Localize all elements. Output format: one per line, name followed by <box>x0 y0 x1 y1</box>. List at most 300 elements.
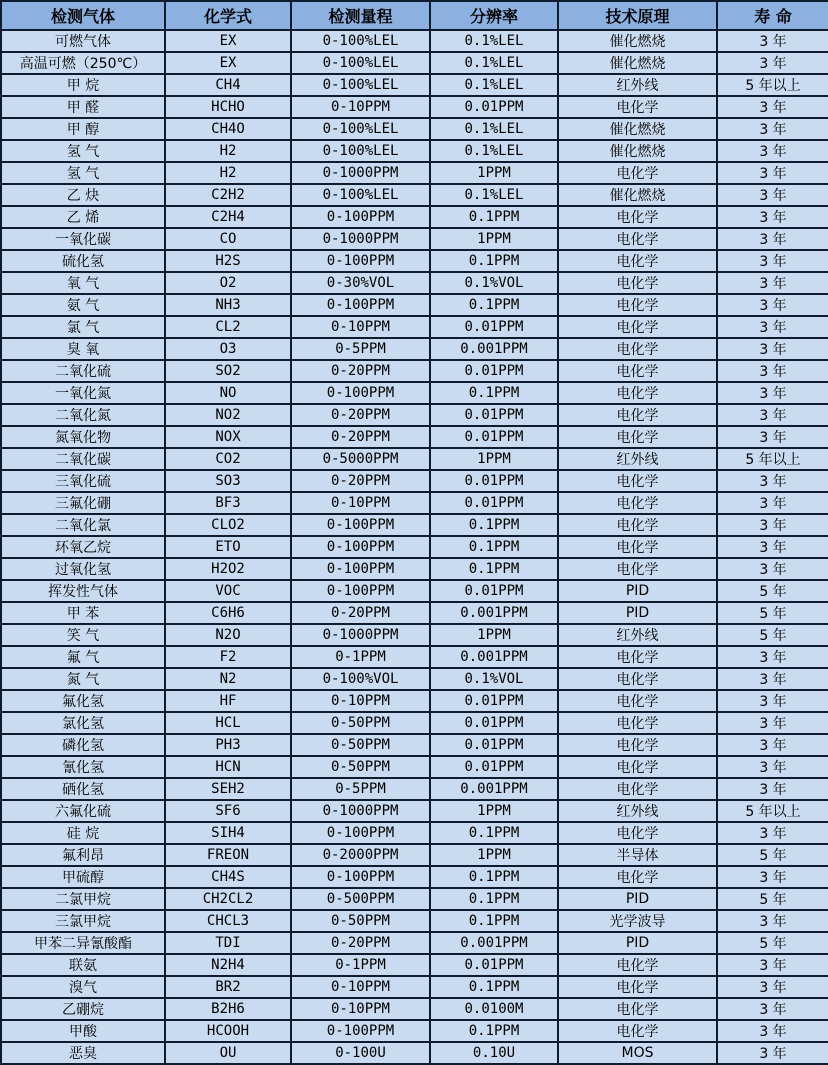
cell-gas-name: 氟利昂 <box>1 844 165 866</box>
cell-resolution: 0.001PPM <box>430 646 558 668</box>
cell-chemical-formula: C2H4 <box>165 206 291 228</box>
cell-resolution: 1PPM <box>430 228 558 250</box>
table-row <box>1 954 828 976</box>
cell-chemical-formula: CO2 <box>165 448 291 470</box>
cell-resolution: 1PPM <box>430 624 558 646</box>
table-row <box>1 690 828 712</box>
cell-detection-range: 0-100PPM <box>291 822 430 844</box>
cell-chemical-formula: NO2 <box>165 404 291 426</box>
cell-gas-name: 氧 气 <box>1 272 165 294</box>
cell-detection-range: 0-1000PPM <box>291 162 430 184</box>
cell-resolution: 0.1%VOL <box>430 272 558 294</box>
cell-detection-range: 0-100PPM <box>291 866 430 888</box>
cell-technical-principle: 电化学 <box>558 162 717 184</box>
cell-lifespan: 3 年 <box>717 976 828 998</box>
cell-technical-principle: 电化学 <box>558 778 717 800</box>
cell-resolution: 0.01PPM <box>430 316 558 338</box>
cell-lifespan: 3 年 <box>717 96 828 118</box>
cell-gas-name: 可燃气体 <box>1 30 165 52</box>
cell-resolution: 0.01PPM <box>430 690 558 712</box>
table-row <box>1 976 828 998</box>
cell-gas-name: 硅 烷 <box>1 822 165 844</box>
table-row <box>1 272 828 294</box>
cell-gas-name: 氟 气 <box>1 646 165 668</box>
cell-chemical-formula: H2O2 <box>165 558 291 580</box>
cell-chemical-formula: N2O <box>165 624 291 646</box>
cell-detection-range: 0-30%VOL <box>291 272 430 294</box>
table-row <box>1 118 828 140</box>
cell-chemical-formula: VOC <box>165 580 291 602</box>
cell-technical-principle: 电化学 <box>558 382 717 404</box>
cell-lifespan: 3 年 <box>717 998 828 1020</box>
cell-detection-range: 0-100PPM <box>291 558 430 580</box>
cell-lifespan: 5 年以上 <box>717 800 828 822</box>
cell-lifespan: 5 年以上 <box>717 74 828 96</box>
gas-table-body <box>1 30 828 1064</box>
cell-chemical-formula: EX <box>165 52 291 74</box>
cell-lifespan: 3 年 <box>717 316 828 338</box>
table-row <box>1 184 828 206</box>
column-header-gas-name: 检测气体 <box>1 1 165 30</box>
cell-lifespan: 5 年 <box>717 888 828 910</box>
cell-chemical-formula: CH4 <box>165 74 291 96</box>
cell-resolution: 0.1PPM <box>430 558 558 580</box>
cell-lifespan: 3 年 <box>717 866 828 888</box>
cell-technical-principle: 电化学 <box>558 756 717 778</box>
cell-chemical-formula: SO2 <box>165 360 291 382</box>
cell-gas-name: 氰化氢 <box>1 756 165 778</box>
cell-gas-name: 一氧化氮 <box>1 382 165 404</box>
cell-technical-principle: 电化学 <box>558 404 717 426</box>
cell-chemical-formula: CH2CL2 <box>165 888 291 910</box>
cell-gas-name: 恶臭 <box>1 1042 165 1064</box>
cell-chemical-formula: N2 <box>165 668 291 690</box>
cell-resolution: 1PPM <box>430 844 558 866</box>
cell-lifespan: 3 年 <box>717 338 828 360</box>
table-row <box>1 580 828 602</box>
cell-lifespan: 3 年 <box>717 382 828 404</box>
cell-technical-principle: MOS <box>558 1042 717 1064</box>
cell-technical-principle: 电化学 <box>558 954 717 976</box>
cell-resolution: 0.1PPM <box>430 206 558 228</box>
cell-detection-range: 0-10PPM <box>291 96 430 118</box>
cell-detection-range: 0-100U <box>291 1042 430 1064</box>
table-row <box>1 712 828 734</box>
cell-resolution: 0.1PPM <box>430 536 558 558</box>
cell-chemical-formula: HCOOH <box>165 1020 291 1042</box>
cell-chemical-formula: SIH4 <box>165 822 291 844</box>
cell-chemical-formula: ETO <box>165 536 291 558</box>
table-row <box>1 1020 828 1042</box>
cell-gas-name: 甲酸 <box>1 1020 165 1042</box>
cell-chemical-formula: OU <box>165 1042 291 1064</box>
cell-resolution: 0.01PPM <box>430 470 558 492</box>
cell-chemical-formula: HF <box>165 690 291 712</box>
cell-detection-range: 0-20PPM <box>291 602 430 624</box>
cell-technical-principle: 电化学 <box>558 734 717 756</box>
cell-gas-name: 甲 苯 <box>1 602 165 624</box>
cell-detection-range: 0-50PPM <box>291 756 430 778</box>
cell-resolution: 0.01PPM <box>430 734 558 756</box>
cell-gas-name: 一氧化碳 <box>1 228 165 250</box>
cell-gas-name: 联氨 <box>1 954 165 976</box>
cell-chemical-formula: SF6 <box>165 800 291 822</box>
cell-detection-range: 0-100PPM <box>291 294 430 316</box>
cell-resolution: 0.01PPM <box>430 404 558 426</box>
table-row <box>1 250 828 272</box>
cell-lifespan: 3 年 <box>717 272 828 294</box>
cell-technical-principle: 电化学 <box>558 360 717 382</box>
table-row <box>1 1042 828 1064</box>
table-row <box>1 294 828 316</box>
cell-resolution: 0.01PPM <box>430 580 558 602</box>
cell-resolution: 0.001PPM <box>430 778 558 800</box>
cell-resolution: 0.1%LEL <box>430 30 558 52</box>
cell-detection-range: 0-100PPM <box>291 206 430 228</box>
cell-gas-name: 乙 炔 <box>1 184 165 206</box>
cell-resolution: 0.001PPM <box>430 338 558 360</box>
cell-gas-name: 二氧化碳 <box>1 448 165 470</box>
cell-detection-range: 0-20PPM <box>291 470 430 492</box>
table-row <box>1 404 828 426</box>
cell-technical-principle: PID <box>558 888 717 910</box>
cell-gas-name: 六氟化硫 <box>1 800 165 822</box>
cell-chemical-formula: BR2 <box>165 976 291 998</box>
cell-detection-range: 0-5000PPM <box>291 448 430 470</box>
cell-lifespan: 5 年 <box>717 844 828 866</box>
cell-detection-range: 0-1000PPM <box>291 624 430 646</box>
table-row <box>1 536 828 558</box>
cell-detection-range: 0-100%LEL <box>291 140 430 162</box>
cell-lifespan: 3 年 <box>717 558 828 580</box>
cell-resolution: 0.01PPM <box>430 360 558 382</box>
cell-detection-range: 0-500PPM <box>291 888 430 910</box>
cell-resolution: 0.1%LEL <box>430 140 558 162</box>
cell-lifespan: 5 年 <box>717 580 828 602</box>
cell-lifespan: 3 年 <box>717 690 828 712</box>
cell-resolution: 0.01PPM <box>430 492 558 514</box>
cell-detection-range: 0-50PPM <box>291 712 430 734</box>
cell-gas-name: 环氧乙烷 <box>1 536 165 558</box>
table-row <box>1 866 828 888</box>
cell-technical-principle: 电化学 <box>558 536 717 558</box>
cell-chemical-formula: CHCL3 <box>165 910 291 932</box>
cell-lifespan: 3 年 <box>717 910 828 932</box>
cell-chemical-formula: HCN <box>165 756 291 778</box>
table-row <box>1 624 828 646</box>
cell-technical-principle: 电化学 <box>558 426 717 448</box>
cell-technical-principle: 催化燃烧 <box>558 184 717 206</box>
cell-chemical-formula: C6H6 <box>165 602 291 624</box>
cell-detection-range: 0-10PPM <box>291 998 430 1020</box>
cell-gas-name: 氢 气 <box>1 162 165 184</box>
cell-detection-range: 0-20PPM <box>291 360 430 382</box>
cell-detection-range: 0-10PPM <box>291 690 430 712</box>
cell-lifespan: 3 年 <box>717 668 828 690</box>
table-row <box>1 426 828 448</box>
cell-gas-name: 甲 醇 <box>1 118 165 140</box>
cell-lifespan: 3 年 <box>717 822 828 844</box>
cell-chemical-formula: NOX <box>165 426 291 448</box>
cell-chemical-formula: FREON <box>165 844 291 866</box>
cell-chemical-formula: O2 <box>165 272 291 294</box>
cell-lifespan: 3 年 <box>717 140 828 162</box>
cell-resolution: 1PPM <box>430 800 558 822</box>
cell-detection-range: 0-5PPM <box>291 338 430 360</box>
cell-chemical-formula: CH4O <box>165 118 291 140</box>
cell-gas-name: 二氧化硫 <box>1 360 165 382</box>
cell-chemical-formula: C2H2 <box>165 184 291 206</box>
cell-resolution: 0.1PPM <box>430 910 558 932</box>
table-row <box>1 470 828 492</box>
cell-chemical-formula: CL2 <box>165 316 291 338</box>
cell-technical-principle: 红外线 <box>558 624 717 646</box>
cell-chemical-formula: HCL <box>165 712 291 734</box>
cell-chemical-formula: SEH2 <box>165 778 291 800</box>
cell-gas-name: 硫化氢 <box>1 250 165 272</box>
cell-lifespan: 3 年 <box>717 30 828 52</box>
table-row <box>1 602 828 624</box>
cell-detection-range: 0-100PPM <box>291 536 430 558</box>
cell-gas-name: 过氧化氢 <box>1 558 165 580</box>
cell-lifespan: 3 年 <box>717 778 828 800</box>
cell-technical-principle: 电化学 <box>558 206 717 228</box>
cell-detection-range: 0-100%LEL <box>291 118 430 140</box>
cell-resolution: 0.1PPM <box>430 514 558 536</box>
cell-gas-name: 氮 气 <box>1 668 165 690</box>
table-row <box>1 734 828 756</box>
cell-technical-principle: 电化学 <box>558 558 717 580</box>
cell-gas-name: 三氟化硼 <box>1 492 165 514</box>
cell-gas-name: 氯化氢 <box>1 712 165 734</box>
cell-chemical-formula: O3 <box>165 338 291 360</box>
cell-lifespan: 3 年 <box>717 228 828 250</box>
cell-lifespan: 3 年 <box>717 712 828 734</box>
cell-lifespan: 3 年 <box>717 492 828 514</box>
cell-lifespan: 3 年 <box>717 162 828 184</box>
cell-gas-name: 高温可燃（250℃） <box>1 52 165 74</box>
cell-lifespan: 3 年 <box>717 646 828 668</box>
cell-chemical-formula: CH4S <box>165 866 291 888</box>
table-row <box>1 492 828 514</box>
cell-lifespan: 3 年 <box>717 734 828 756</box>
cell-detection-range: 0-5PPM <box>291 778 430 800</box>
cell-chemical-formula: H2 <box>165 140 291 162</box>
cell-technical-principle: 电化学 <box>558 1020 717 1042</box>
cell-lifespan: 3 年 <box>717 1020 828 1042</box>
cell-detection-range: 0-20PPM <box>291 932 430 954</box>
cell-lifespan: 3 年 <box>717 184 828 206</box>
cell-technical-principle: 半导体 <box>558 844 717 866</box>
cell-detection-range: 0-100%LEL <box>291 74 430 96</box>
cell-gas-name: 氢 气 <box>1 140 165 162</box>
table-row <box>1 778 828 800</box>
cell-detection-range: 0-10PPM <box>291 976 430 998</box>
cell-detection-range: 0-50PPM <box>291 910 430 932</box>
cell-resolution: 1PPM <box>430 448 558 470</box>
cell-gas-name: 臭 氧 <box>1 338 165 360</box>
cell-gas-name: 氟化氢 <box>1 690 165 712</box>
cell-technical-principle: PID <box>558 932 717 954</box>
cell-detection-range: 0-1000PPM <box>291 228 430 250</box>
cell-detection-range: 0-1000PPM <box>291 800 430 822</box>
cell-technical-principle: 电化学 <box>558 316 717 338</box>
table-row <box>1 228 828 250</box>
cell-lifespan: 3 年 <box>717 954 828 976</box>
cell-gas-name: 二氧化氯 <box>1 514 165 536</box>
cell-resolution: 0.01PPM <box>430 96 558 118</box>
table-row <box>1 140 828 162</box>
table-row <box>1 382 828 404</box>
cell-gas-name: 二氧化氮 <box>1 404 165 426</box>
cell-resolution: 0.001PPM <box>430 932 558 954</box>
cell-technical-principle: 电化学 <box>558 712 717 734</box>
cell-resolution: 0.01PPM <box>430 426 558 448</box>
cell-lifespan: 5 年 <box>717 624 828 646</box>
cell-gas-name: 硒化氢 <box>1 778 165 800</box>
cell-technical-principle: 红外线 <box>558 448 717 470</box>
cell-technical-principle: 电化学 <box>558 294 717 316</box>
cell-technical-principle: 电化学 <box>558 470 717 492</box>
cell-detection-range: 0-100PPM <box>291 514 430 536</box>
header-row <box>1 1 828 30</box>
cell-technical-principle: 电化学 <box>558 272 717 294</box>
cell-resolution: 0.1%VOL <box>430 668 558 690</box>
cell-gas-name: 甲苯二异氰酸酯 <box>1 932 165 954</box>
cell-chemical-formula: H2 <box>165 162 291 184</box>
cell-detection-range: 0-100%LEL <box>291 30 430 52</box>
cell-gas-name: 挥发性气体 <box>1 580 165 602</box>
cell-resolution: 0.01PPM <box>430 712 558 734</box>
cell-technical-principle: 催化燃烧 <box>558 52 717 74</box>
table-row <box>1 844 828 866</box>
cell-technical-principle: PID <box>558 580 717 602</box>
cell-chemical-formula: H2S <box>165 250 291 272</box>
cell-lifespan: 3 年 <box>717 1042 828 1064</box>
cell-technical-principle: 电化学 <box>558 514 717 536</box>
cell-gas-name: 甲 烷 <box>1 74 165 96</box>
cell-detection-range: 0-100PPM <box>291 1020 430 1042</box>
cell-lifespan: 3 年 <box>717 52 828 74</box>
table-row <box>1 448 828 470</box>
cell-detection-range: 0-20PPM <box>291 426 430 448</box>
cell-resolution: 0.1%LEL <box>430 74 558 96</box>
cell-chemical-formula: BF3 <box>165 492 291 514</box>
cell-technical-principle: 催化燃烧 <box>558 30 717 52</box>
cell-detection-range: 0-100%LEL <box>291 52 430 74</box>
table-row <box>1 998 828 1020</box>
cell-detection-range: 0-50PPM <box>291 734 430 756</box>
cell-resolution: 0.1%LEL <box>430 118 558 140</box>
cell-technical-principle: 电化学 <box>558 646 717 668</box>
cell-chemical-formula: PH3 <box>165 734 291 756</box>
cell-resolution: 0.1PPM <box>430 250 558 272</box>
cell-technical-principle: 电化学 <box>558 668 717 690</box>
cell-detection-range: 0-100%LEL <box>291 184 430 206</box>
cell-lifespan: 3 年 <box>717 404 828 426</box>
cell-detection-range: 0-100PPM <box>291 250 430 272</box>
cell-technical-principle: 红外线 <box>558 74 717 96</box>
table-row <box>1 514 828 536</box>
cell-technical-principle: 催化燃烧 <box>558 140 717 162</box>
cell-technical-principle: 电化学 <box>558 96 717 118</box>
cell-resolution: 0.1PPM <box>430 294 558 316</box>
cell-technical-principle: PID <box>558 602 717 624</box>
cell-technical-principle: 电化学 <box>558 228 717 250</box>
cell-resolution: 0.1PPM <box>430 1020 558 1042</box>
cell-resolution: 0.1PPM <box>430 382 558 404</box>
cell-gas-name: 三氯甲烷 <box>1 910 165 932</box>
cell-resolution: 0.1PPM <box>430 888 558 910</box>
cell-lifespan: 3 年 <box>717 514 828 536</box>
cell-technical-principle: 催化燃烧 <box>558 118 717 140</box>
cell-technical-principle: 电化学 <box>558 690 717 712</box>
table-row <box>1 822 828 844</box>
cell-chemical-formula: HCHO <box>165 96 291 118</box>
cell-chemical-formula: B2H6 <box>165 998 291 1020</box>
cell-technical-principle: 电化学 <box>558 492 717 514</box>
cell-detection-range: 0-1PPM <box>291 646 430 668</box>
column-header-detection-range: 检测量程 <box>291 1 430 30</box>
table-row <box>1 96 828 118</box>
cell-detection-range: 0-10PPM <box>291 492 430 514</box>
cell-technical-principle: 电化学 <box>558 998 717 1020</box>
cell-detection-range: 0-20PPM <box>291 404 430 426</box>
cell-resolution: 0.01PPM <box>430 756 558 778</box>
cell-detection-range: 0-2000PPM <box>291 844 430 866</box>
table-row <box>1 206 828 228</box>
table-row <box>1 30 828 52</box>
cell-resolution: 0.001PPM <box>430 602 558 624</box>
cell-gas-name: 氨 气 <box>1 294 165 316</box>
table-row <box>1 646 828 668</box>
table-row <box>1 338 828 360</box>
cell-detection-range: 0-10PPM <box>291 316 430 338</box>
cell-resolution: 0.0100M <box>430 998 558 1020</box>
cell-gas-name: 笑 气 <box>1 624 165 646</box>
cell-gas-name: 磷化氢 <box>1 734 165 756</box>
cell-detection-range: 0-100PPM <box>291 580 430 602</box>
cell-gas-name: 乙硼烷 <box>1 998 165 1020</box>
cell-gas-name: 甲硫醇 <box>1 866 165 888</box>
cell-technical-principle: 电化学 <box>558 822 717 844</box>
cell-resolution: 0.1PPM <box>430 976 558 998</box>
cell-lifespan: 3 年 <box>717 470 828 492</box>
table-row <box>1 800 828 822</box>
cell-lifespan: 3 年 <box>717 118 828 140</box>
cell-lifespan: 3 年 <box>717 294 828 316</box>
table-row <box>1 74 828 96</box>
cell-detection-range: 0-1PPM <box>291 954 430 976</box>
cell-resolution: 0.1PPM <box>430 822 558 844</box>
cell-lifespan: 5 年 <box>717 932 828 954</box>
cell-gas-name: 乙 烯 <box>1 206 165 228</box>
table-row <box>1 888 828 910</box>
cell-technical-principle: 光学波导 <box>558 910 717 932</box>
cell-gas-name: 氯 气 <box>1 316 165 338</box>
table-row <box>1 52 828 74</box>
table-row <box>1 162 828 184</box>
cell-lifespan: 5 年以上 <box>717 448 828 470</box>
cell-resolution: 0.1PPM <box>430 866 558 888</box>
cell-detection-range: 0-100%VOL <box>291 668 430 690</box>
cell-lifespan: 3 年 <box>717 536 828 558</box>
cell-technical-principle: 电化学 <box>558 866 717 888</box>
cell-gas-name: 氮氧化物 <box>1 426 165 448</box>
table-row <box>1 316 828 338</box>
cell-lifespan: 3 年 <box>717 250 828 272</box>
column-header-resolution: 分辨率 <box>430 1 558 30</box>
